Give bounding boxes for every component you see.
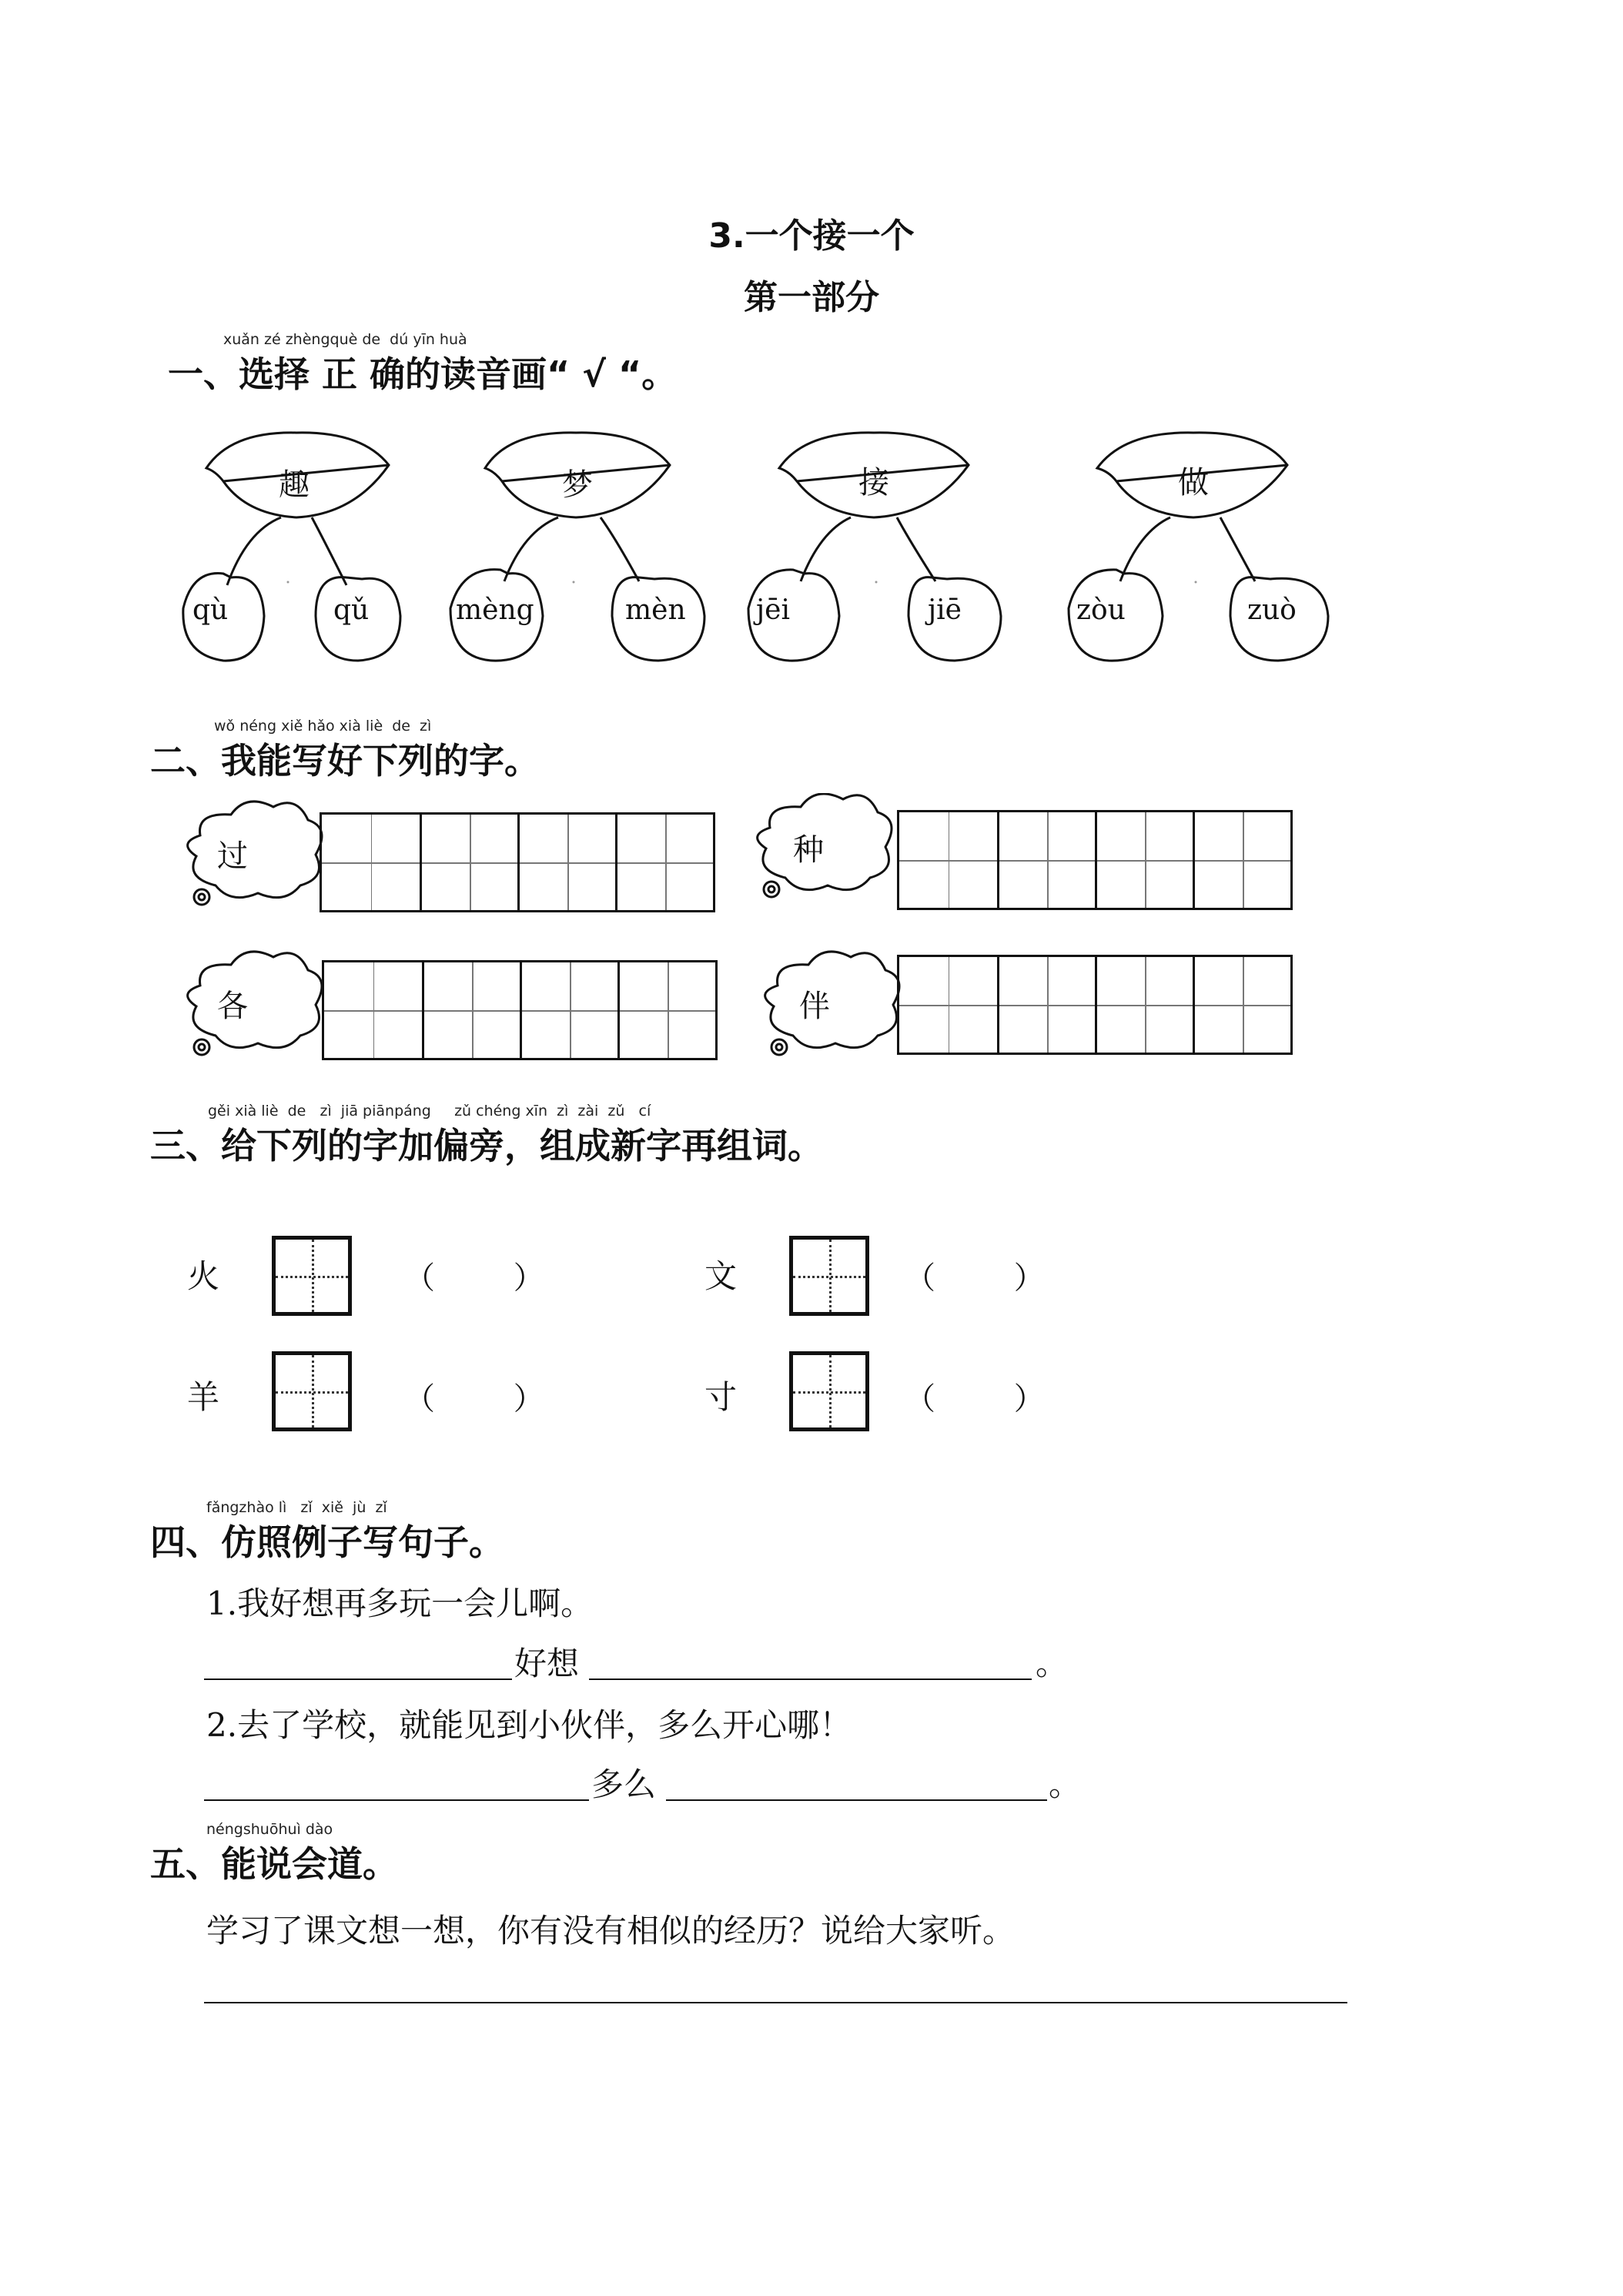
writing-grid-cell[interactable] [615,812,715,912]
word-blank[interactable]: （ ） [404,1381,544,1417]
writing-grid-cell[interactable] [617,960,718,1060]
practice-char-1: 过 [217,838,248,874]
sentence-blank[interactable] [204,1799,589,1801]
leaf-char-3: 接 [858,465,889,500]
word-blank[interactable]: （ ） [905,1381,1045,1417]
answer-line[interactable] [204,2002,1347,2003]
section4-heading: 四、仿照例子写句子。 [150,1521,504,1563]
writing-grid-cell[interactable] [422,960,522,1060]
writing-grid-cell[interactable] [420,812,520,912]
section4-pinyin: fǎngzhào lì zǐ xiě jù zǐ [206,1499,387,1516]
discussion-prompt: 学习了课文想一想，你有没有相似的经历？说给大家听。 [206,1912,1016,1950]
writing-grid-cell[interactable] [517,812,617,912]
sentence-blank[interactable] [589,1678,1032,1680]
cherry-option[interactable]: zuò [1247,594,1297,626]
practice-char-4: 伴 [799,989,830,1024]
writing-grid-cell[interactable] [897,955,999,1055]
section5-heading: 五、能说会道。 [150,1843,398,1885]
radical-base-char: 文 [704,1257,738,1295]
radical-box[interactable] [272,1351,352,1431]
writing-grid-cell[interactable] [1095,955,1195,1055]
cherry-option[interactable]: mèng [456,594,534,626]
writing-grid-cell[interactable] [1193,810,1293,910]
practice-char-2: 种 [793,832,824,868]
writing-grid-cell[interactable] [322,960,424,1060]
sentence-blank[interactable] [666,1799,1047,1801]
sentence-blank[interactable] [204,1678,512,1680]
cherry-option[interactable]: qǔ [333,594,370,626]
writing-grid-cell[interactable] [897,810,999,910]
leaf-char-2: 梦 [562,467,593,503]
page-title: 3.一个接一个 [708,216,915,256]
writing-grid-cell[interactable] [1095,810,1195,910]
section3-pinyin: gěi xià liè de zì jiā piānpáng zǔ chéng xīn zì zài zǔ cí [208,1103,651,1120]
section1-pinyin: xuǎn zé zhèngquè de dú yīn huà [223,331,467,348]
blank-end-2: 。 [1049,1766,1082,1803]
section2-heading: 二、我能写好下列的字。 [150,740,540,782]
writing-grid-cell[interactable] [520,960,620,1060]
leaf-char-4: 做 [1178,465,1209,500]
page-subtitle: 第一部分 [744,278,879,317]
cherry-option[interactable]: qù [192,594,229,626]
cherry-option[interactable]: zòu [1076,594,1126,626]
blank-keyword-2: 多么 [591,1766,657,1803]
cherry-option[interactable]: jiē [928,594,962,626]
section5-pinyin: néngshuōhuì dào [206,1821,333,1838]
practice-char-3: 各 [217,989,248,1024]
cherry-option[interactable]: jēi [756,594,790,626]
writing-grid-cell[interactable] [997,955,1097,1055]
leaf-char-1: 趣 [279,467,310,503]
radical-box[interactable] [789,1236,869,1316]
leaf-cherry-diagram [0,416,1623,678]
example-sentence-1: 1.我好想再多玩一会儿啊。 [206,1585,594,1622]
radical-box[interactable] [789,1351,869,1431]
radical-box[interactable] [272,1236,352,1316]
section3-heading: 三、给下列的字加偏旁，组成新字再组词。 [150,1125,823,1166]
cherry-option[interactable]: mèn [625,594,686,626]
radical-base-char: 寸 [704,1378,738,1416]
word-blank[interactable]: （ ） [404,1260,544,1296]
word-blank[interactable]: （ ） [905,1260,1045,1296]
radical-base-char: 羊 [187,1378,220,1416]
writing-grid-cell[interactable] [320,812,422,912]
radical-base-char: 火 [187,1257,220,1295]
section2-pinyin: wǒ néng xiě hǎo xià liè de zì [214,718,432,735]
writing-grid-cell[interactable] [1193,955,1293,1055]
blank-keyword-1: 好想 [514,1645,580,1682]
example-sentence-2: 2.去了学校，就能见到小伙伴，多么开心哪！ [206,1706,852,1744]
section1-heading: 一、选择 正 确的读音画“ √ “。 [168,353,678,395]
writing-grid-cell[interactable] [997,810,1097,910]
blank-end-1: 。 [1036,1645,1069,1682]
